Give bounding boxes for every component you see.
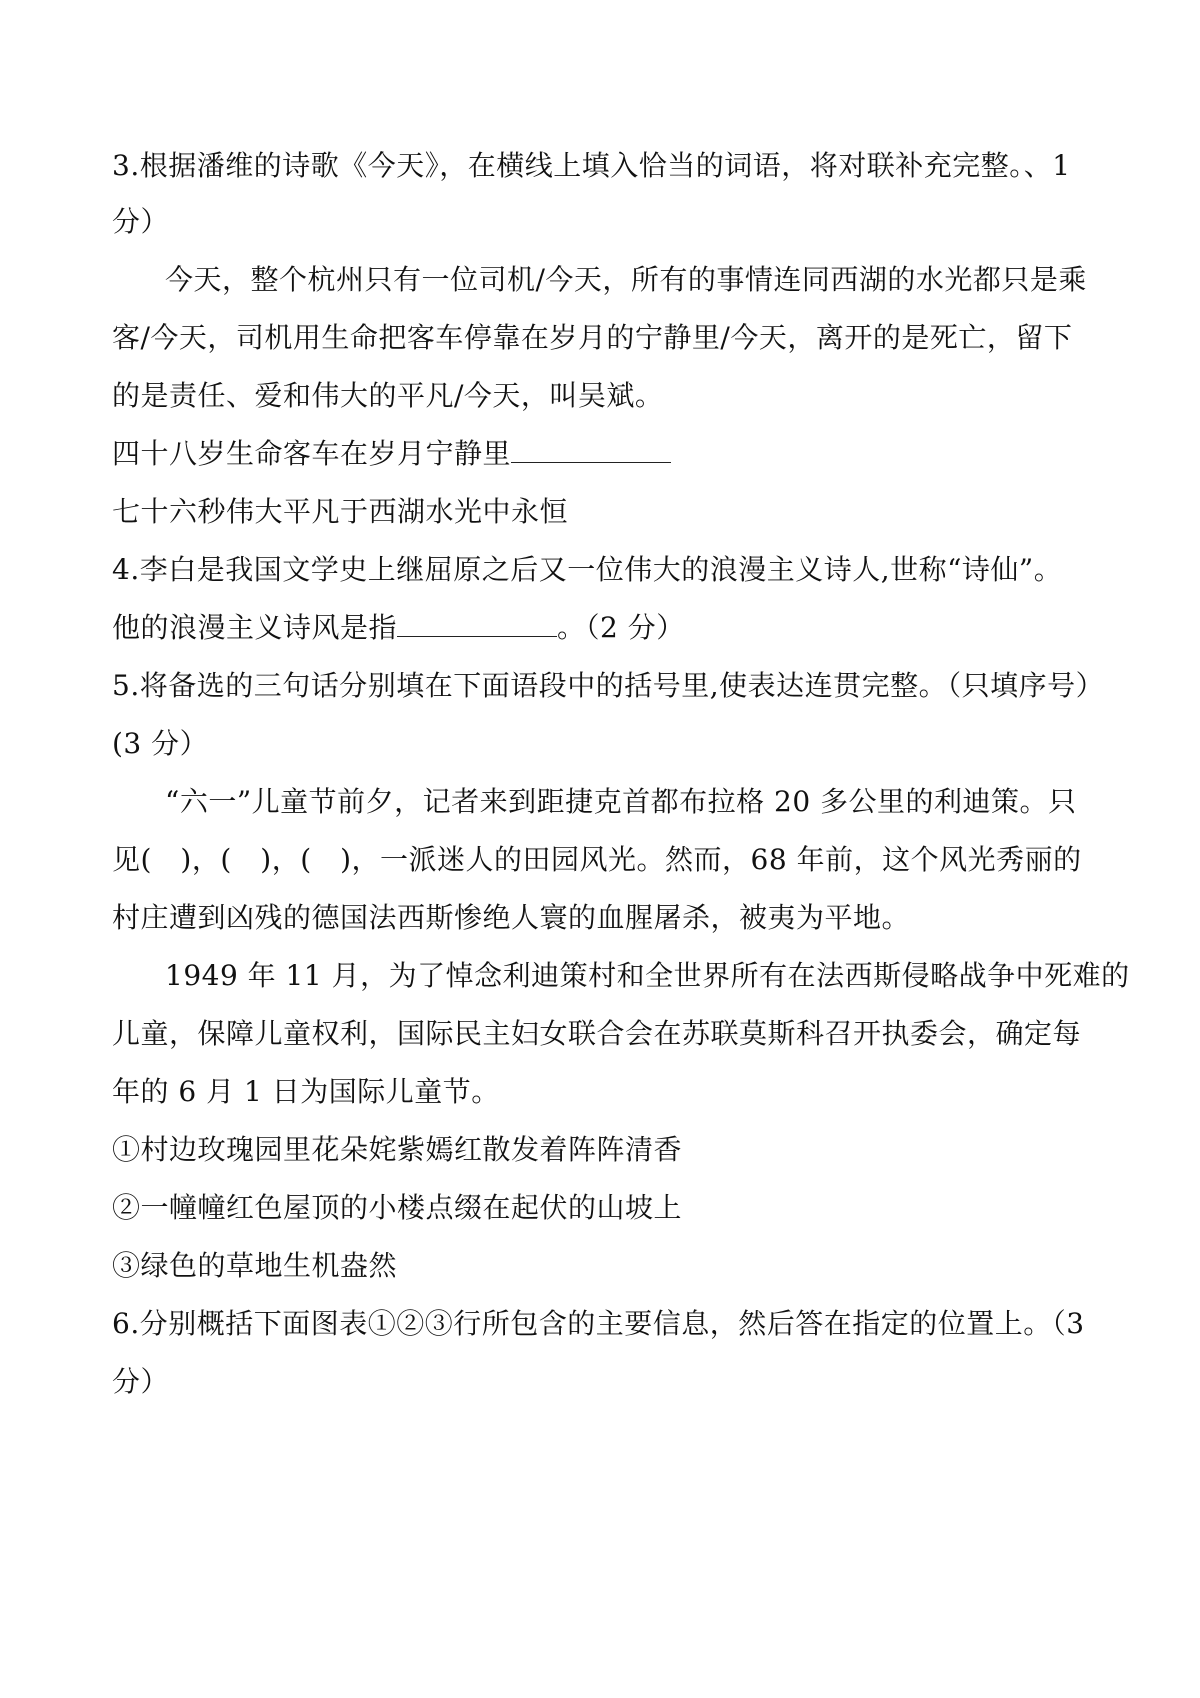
q5-para2-line1: 1949 年 11 月，为了悼念利迪策村和全世界所有在法西斯侵略战争中死难的 (165, 959, 1130, 992)
q6-line1: 6.分别概括下面图表①②③行所包含的主要信息，然后答在指定的位置上。（3 (112, 1307, 1085, 1340)
q4-line1: 4.李白是我国文学史上继屈原之后又一位伟大的浪漫主义诗人,世称“诗仙”。 (112, 553, 1063, 586)
q5-option2: ②一幢幢红色屋顶的小楼点缀在起伏的山坡上 (112, 1191, 683, 1224)
q5-option3: ③绿色的草地生机盎然 (112, 1249, 398, 1282)
q3-poem-line1: 今天，整个杭州只有一位司机/今天，所有的事情连同西湖的水光都只是乘 (165, 263, 1087, 296)
q3-couplet-text1: 四十八岁生命客车在岁月宁静里 (112, 437, 512, 470)
q3-couplet-line2: 七十六秒伟大平凡于西湖水光中永恒 (112, 495, 569, 528)
q3-poem-line3: 的是责任、爱和伟大的平凡/今天，叫吴斌。 (112, 379, 664, 412)
q3-poem-line2: 客/今天，司机用生命把客车停靠在岁月的宁静里/今天，离开的是死亡，留下 (112, 321, 1073, 354)
q5-option1: ①村边玫瑰园里花朵姹紫嫣红散发着阵阵清香 (112, 1133, 683, 1166)
q6-line2: 分） (112, 1365, 170, 1398)
q4-text-after: 。（2 分） (557, 611, 685, 644)
q4-answer-blank[interactable] (397, 612, 557, 637)
q5-para1-line1: “六一”儿童节前夕，记者来到距捷克首都布拉格 20 多公里的利迪策。只 (165, 785, 1077, 818)
q3-prompt-line1: 3.根据潘维的诗歌《今天》，在横线上填入恰当的词语，将对联补充完整。、1 (112, 149, 1071, 182)
q3-answer-blank[interactable] (511, 438, 671, 463)
q4-text-before: 他的浪漫主义诗风是指 (112, 611, 398, 644)
q5-para2-line2: 儿童，保障儿童权利，国际民主妇女联合会在苏联莫斯科召开执委会，确定每 (112, 1017, 1082, 1050)
q5-para1-line2: 见( )，( )，( )，一派迷人的田园风光。然而，68 年前，这个风光秀丽的 (112, 843, 1082, 876)
q5-line2: (3 分） (112, 727, 209, 760)
q4-line2 (112, 610, 1102, 646)
q5-para1-line3: 村庄遭到凶残的德国法西斯惨绝人寰的血腥屠杀，被夷为平地。 (112, 901, 911, 934)
q3-prompt-line2: 分） (112, 205, 170, 238)
q3-couplet-line1 (112, 436, 1102, 472)
q5-line1: 5.将备选的三句话分别填在下面语段中的括号里,使表达连贯完整。（只填序号） (112, 669, 1105, 702)
q5-para2-line3: 年的 6 月 1 日为国际儿童节。 (112, 1075, 500, 1108)
